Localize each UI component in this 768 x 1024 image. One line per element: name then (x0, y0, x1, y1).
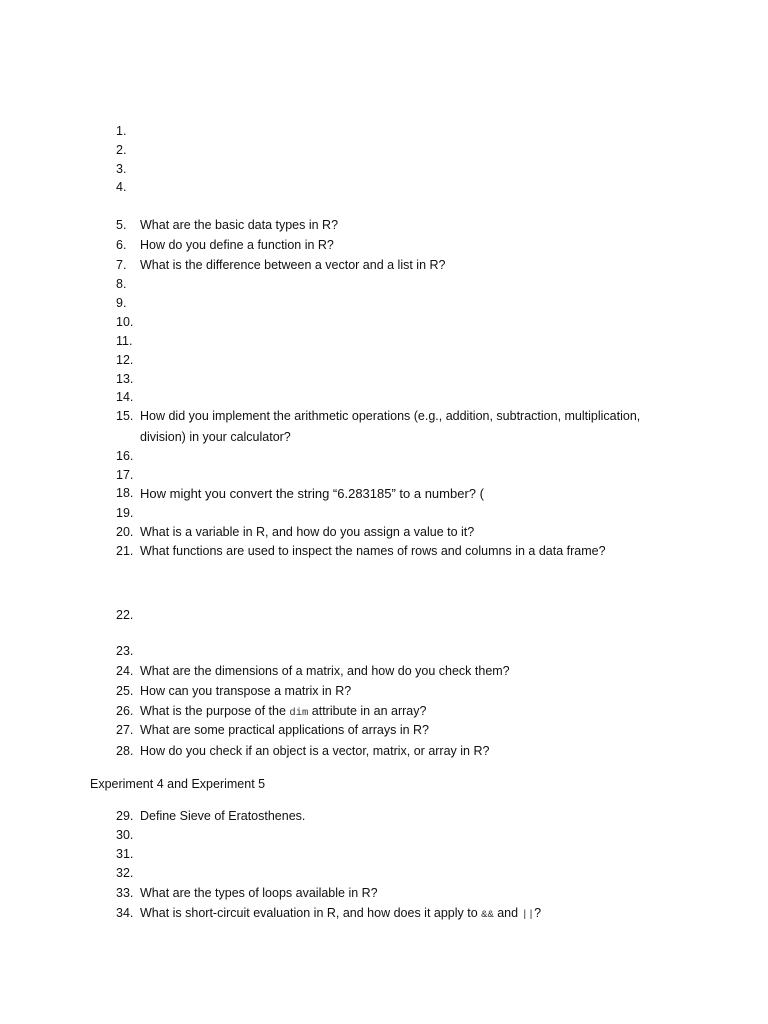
item-text: How might you convert the string “6.283185” to a number? ( (140, 486, 484, 501)
list-item (116, 864, 140, 883)
list-item (116, 702, 426, 723)
item-text: How do you define a function in R? (140, 238, 334, 252)
item-number: 12. (116, 353, 134, 367)
item-number: 4. (116, 180, 127, 194)
item-number: 2. (116, 143, 127, 157)
list-item (116, 721, 429, 740)
list-item (116, 447, 140, 466)
list-item (116, 294, 140, 313)
item-text: What are some practical applications of arrays in R? (140, 723, 430, 737)
item-text: What functions are used to inspect the names of rows and columns in a data frame? (140, 544, 606, 558)
item-text: How can you transpose a matrix in R? (140, 684, 352, 698)
item-text: Define Sieve of Eratosthenes. (140, 809, 306, 823)
item-text-prefix: What is short-circuit evaluation in R, and how does it apply to (140, 906, 482, 920)
list-item (116, 884, 378, 903)
list-item (116, 216, 338, 235)
item-number: 14. (116, 390, 134, 404)
item-number: 13. (116, 372, 134, 386)
item-number: 22. (116, 608, 134, 622)
list-item (116, 178, 140, 197)
item-text: What is a variable in R, and how do you assign a value to it? (140, 525, 475, 539)
item-text: What are the dimensions of a matrix, and how do you check them? (140, 664, 510, 678)
list-item (116, 807, 305, 826)
item-number: 15. (116, 409, 134, 423)
item-text: What are the types of loops available in R? (140, 886, 378, 900)
item-text: What are the basic data types in R? (140, 218, 339, 232)
item-text: How do you check if an object is a vector, matrix, or array in R? (140, 744, 490, 758)
item-text (140, 904, 541, 925)
item-text: How did you implement the arithmetic operations (e.g., addition, subtraction, multiplication, (140, 409, 641, 423)
list-item (116, 484, 484, 503)
list-item (116, 370, 140, 389)
list-item (116, 642, 140, 661)
list-item (116, 351, 140, 370)
item-number: 8. (116, 277, 127, 291)
list-item (116, 542, 606, 561)
list-item (116, 606, 140, 625)
item-number: 1. (116, 124, 127, 138)
item-number: 3. (116, 162, 127, 176)
item-text (140, 702, 426, 723)
item-number: 16. (116, 449, 134, 463)
item-number: 32. (116, 866, 134, 880)
item-number: 6. (116, 238, 127, 252)
section-heading: Experiment 4 and Experiment 5 (90, 777, 266, 791)
item-text-suffix: ? (534, 906, 542, 920)
list-item (116, 388, 140, 407)
item-text-prefix: What is the purpose of the (140, 704, 290, 718)
list-item (116, 141, 140, 160)
item-number: 30. (116, 828, 134, 842)
list-item (116, 904, 541, 925)
list-item (116, 523, 474, 542)
list-item (116, 275, 140, 294)
list-item (116, 236, 334, 255)
inline-code: || (521, 909, 535, 921)
item-text-suffix: attribute in an array? (308, 704, 427, 718)
item-number: 29. (116, 809, 134, 823)
list-item (116, 466, 140, 485)
list-item (116, 122, 140, 141)
item-number: 25. (116, 684, 134, 698)
list-item (116, 682, 351, 701)
item-number: 11. (116, 334, 133, 348)
item-text-middle: and (493, 906, 522, 920)
item-number: 33. (116, 886, 134, 900)
item-number: 21. (116, 544, 134, 558)
list-item (116, 826, 140, 845)
list-item (116, 504, 140, 523)
list-item (116, 256, 446, 275)
item-text-continuation: division) in your calculator? (140, 430, 291, 444)
item-number: 7. (116, 258, 127, 272)
item-number: 34. (116, 906, 134, 920)
inline-code: && (481, 909, 494, 921)
item-text: What is the difference between a vector and a list in R? (140, 258, 446, 272)
item-number: 31. (116, 847, 134, 861)
item-number: 26. (116, 704, 134, 718)
list-item (116, 313, 140, 332)
item-number: 17. (116, 468, 134, 482)
list-item (116, 845, 140, 864)
list-item (116, 662, 510, 681)
list-item (116, 332, 140, 351)
list-item (116, 742, 489, 761)
item-number: 5. (116, 218, 127, 232)
item-number: 27. (116, 723, 134, 737)
list-item (116, 160, 140, 179)
item-number: 24. (116, 664, 134, 678)
item-number: 19. (116, 506, 134, 520)
item-number: 10. (116, 315, 134, 329)
list-item (116, 407, 640, 447)
item-number: 9. (116, 296, 127, 310)
item-number: 20. (116, 525, 134, 539)
item-number: 18. (116, 486, 134, 500)
inline-code: dim (289, 707, 309, 719)
item-number: 28. (116, 744, 134, 758)
item-number: 23. (116, 644, 134, 658)
